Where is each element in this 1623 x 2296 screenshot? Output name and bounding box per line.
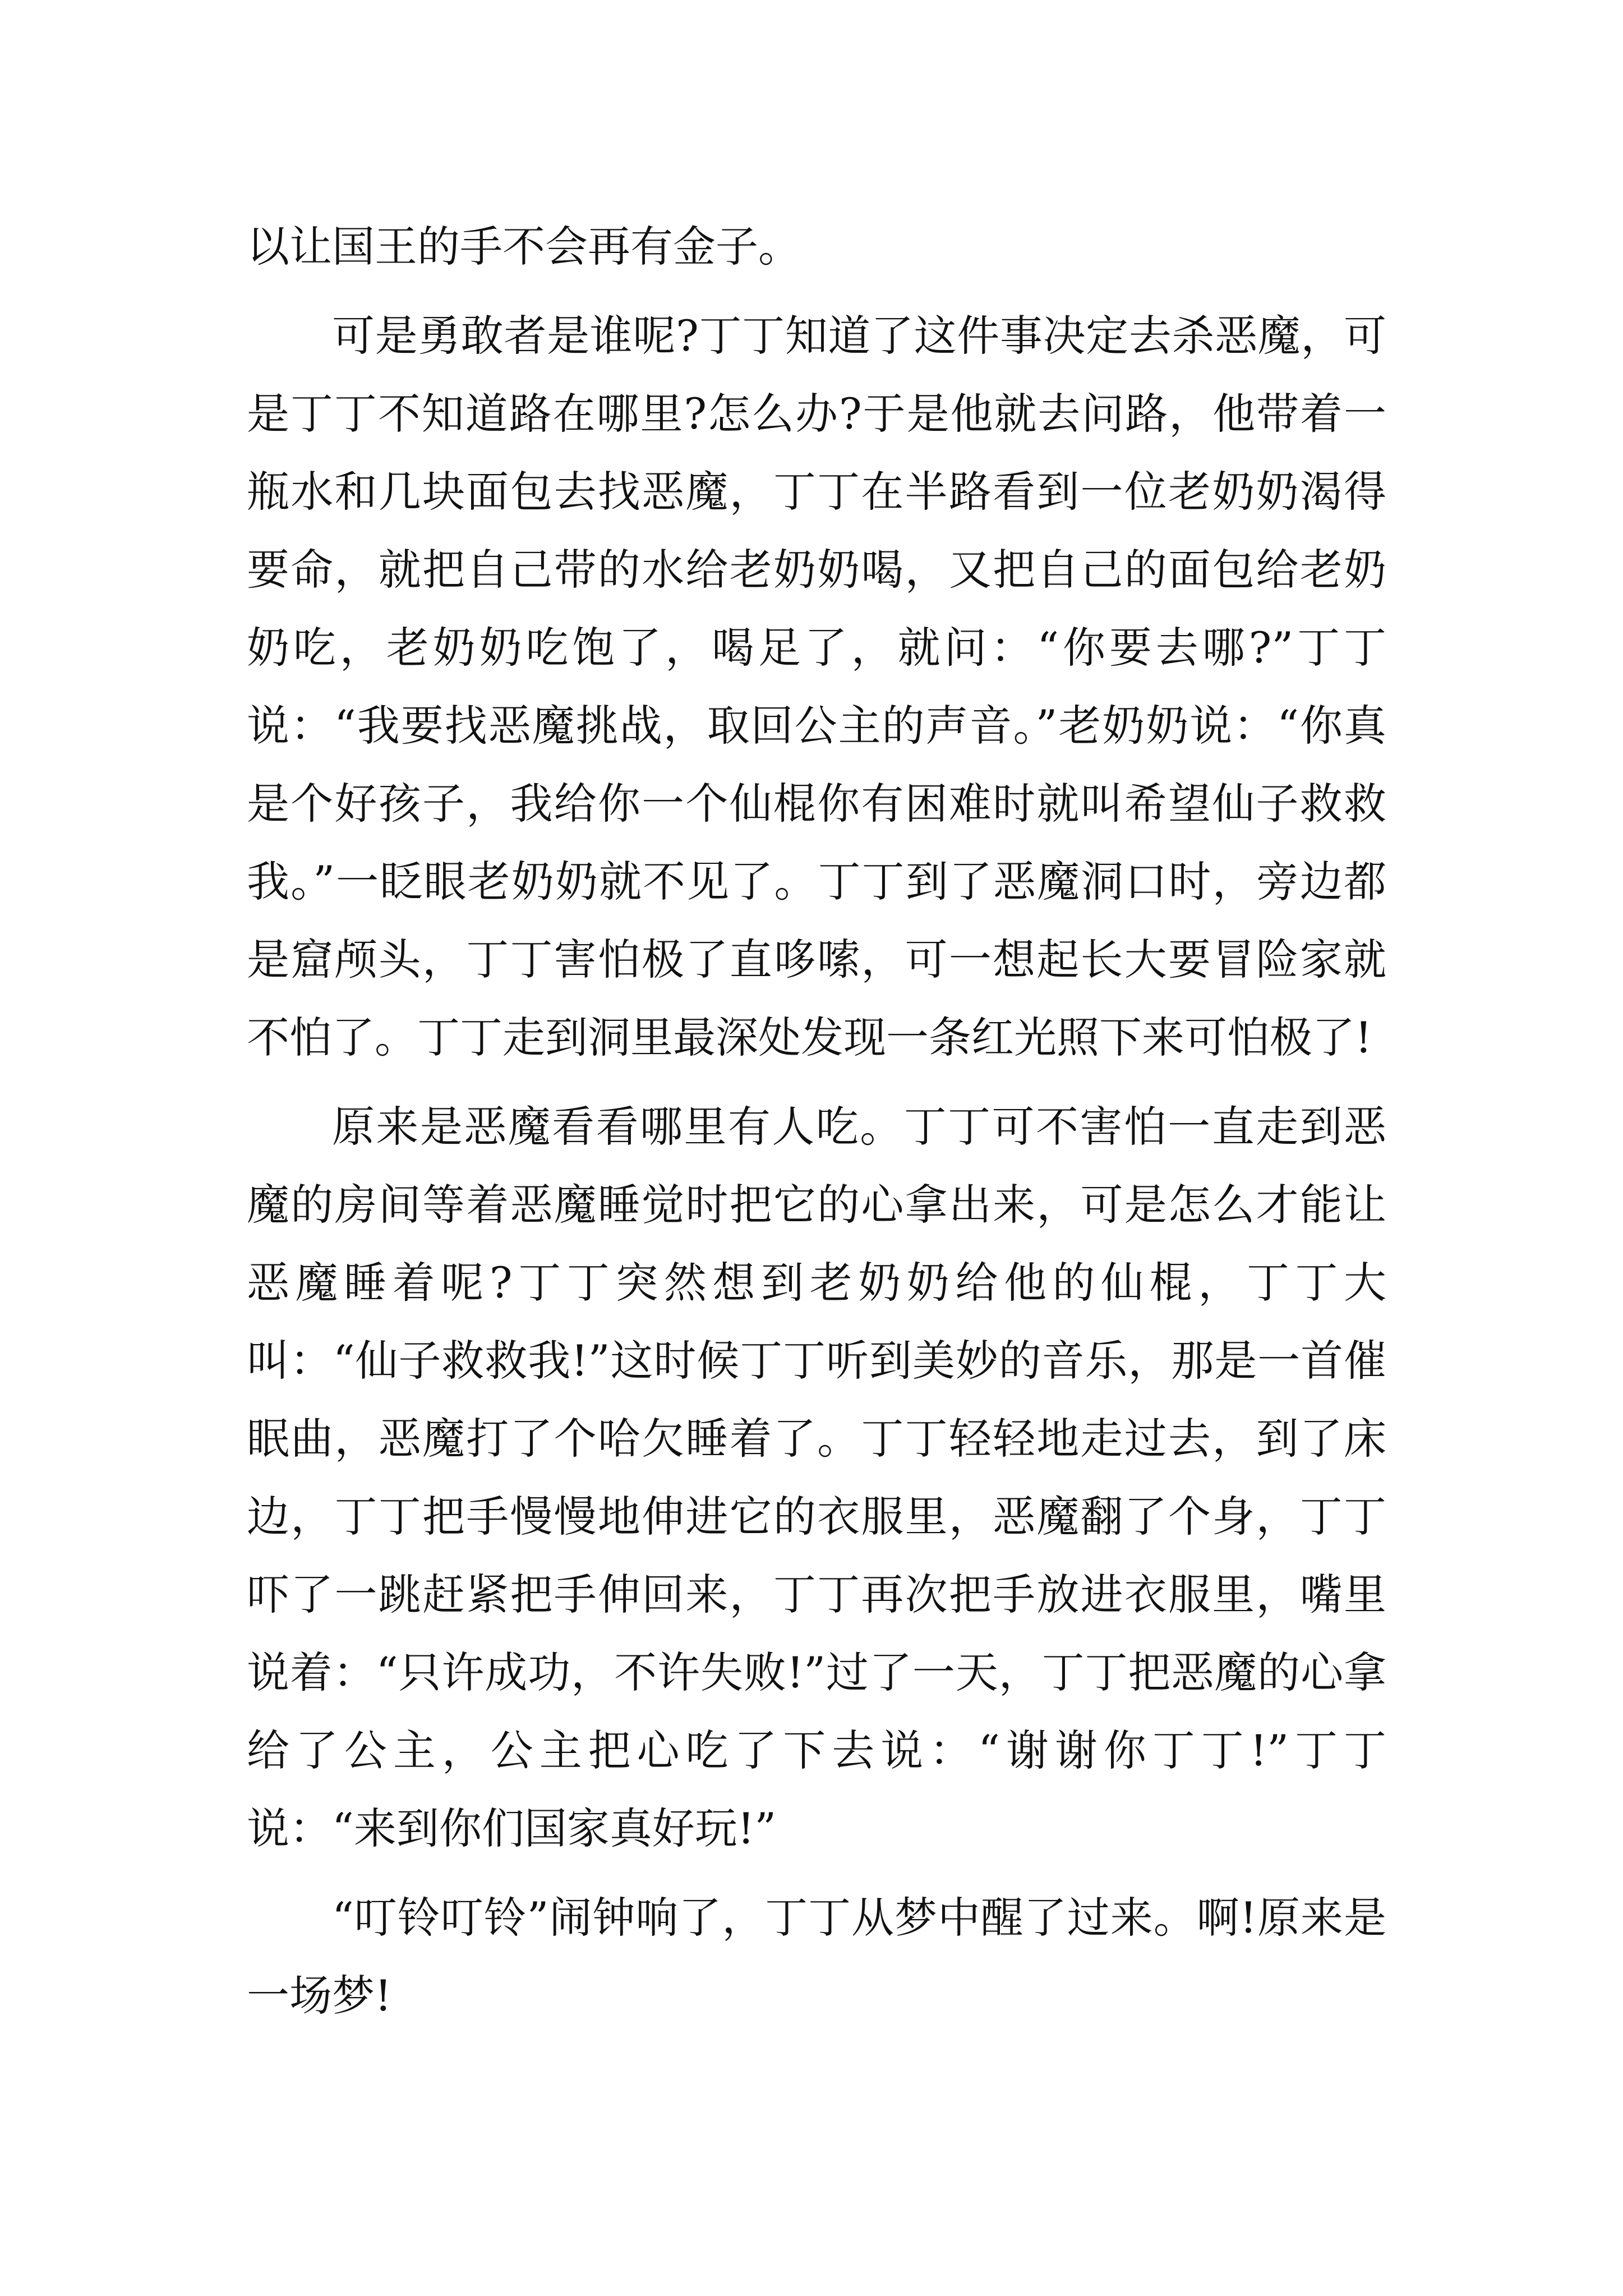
- paragraph-3: 原来是恶魔看看哪里有人吃。丁丁可不害怕一直走到恶魔的房间等着恶魔睡觉时把它的心拿出来，可是怎么才能让恶魔睡着呢?丁丁突然想到老奶奶给他的仙棍，丁丁大叫：“仙子救救我!”这时候丁丁听到美妙的音乐，那是一首催眠曲，恶魔打了个哈欠睡着了。丁丁轻轻地走过去，到了床边，丁丁把手慢慢地伸进它的衣服里，恶魔翻了个身，丁丁吓了一跳赶紧把手伸回来，丁丁再次把手放进衣服里，嘴里说着：“只许成功，不许失败!”过了一天，丁丁把恶魔的心拿给了公主，公主把心吃了下去说：“谢谢你丁丁!”丁丁说：“来到你们国家真好玩!”: [247, 1102, 1386, 1853]
- paragraph-1: 以让国王的手不会再有金子。: [247, 222, 801, 272]
- paragraph-4: “叮铃叮铃”闹钟响了，丁丁从梦中醒了过来。啊!原来是一场梦!: [247, 1893, 1386, 2021]
- paragraph-2: 可是勇敢者是谁呢?丁丁知道了这件事决定去杀恶魔，可是丁丁不知道路在哪里?怎么办?于是他就去问路，他带着一瓶水和几块面包去找恶魔，丁丁在半路看到一位老奶奶渴得要命，就把自己带的水给老奶奶喝，又把自己的面包给老奶奶吃，老奶奶吃饱了，喝足了，就问：“你要去哪?”丁丁说：“我要找恶魔挑战，取回公主的声音。”老奶奶说：“你真是个好孩子，我给你一个仙棍你有困难时就叫希望仙子救救我。”一眨眼老奶奶就不见了。丁丁到了恶魔洞口时，旁边都是窟颅头，丁丁害怕极了直哆嗦，可一想起长大要冒险家就不怕了。丁丁走到洞里最深处发现一条红光照下来可怕极了!: [247, 311, 1386, 1062]
- document-body: [247, 208, 1386, 2046]
